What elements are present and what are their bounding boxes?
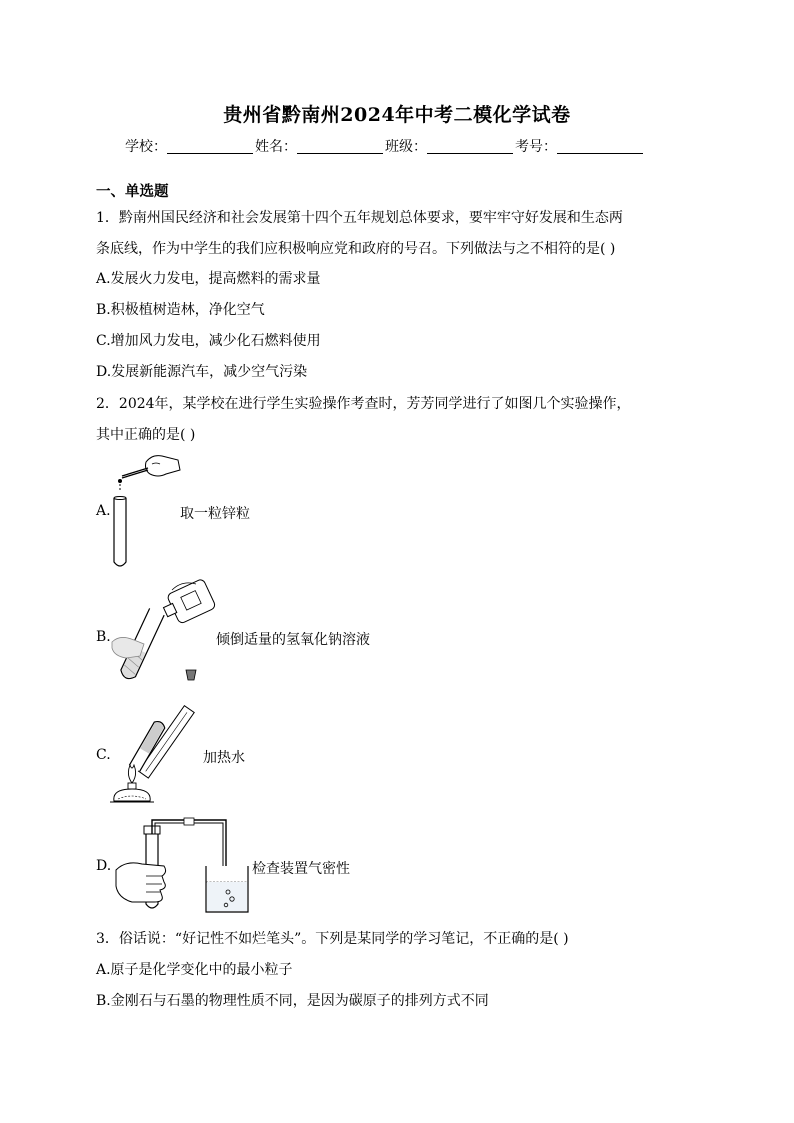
pouring-liquid-icon [110, 578, 220, 693]
class-blank [427, 139, 513, 154]
q2-option-c-letter: C. [96, 747, 111, 763]
number-blank [557, 139, 643, 154]
q2-option-a-text: 取一粒锌粒 [180, 506, 250, 522]
airtightness-check-icon [112, 816, 257, 916]
q1-option-b: B.积极植树造林，净化空气 [96, 302, 265, 318]
q1-stem-line2: 条底线，作为中学生的我们应积极响应党和政府的号召。下列做法与之不相符的是( ) [96, 241, 616, 257]
q2-option-b-text: 倾倒适量的氢氧化钠溶液 [216, 632, 370, 648]
q2-stem-line2: 其中正确的是( ) [96, 427, 196, 443]
q2-option-a-letter: A. [96, 503, 111, 519]
alcohol-lamp-heating-icon [108, 703, 208, 808]
q1-stem-line1: 1．黔南州国民经济和社会发展第十四个五年规划总体要求，要牢牢守好发展和生态两 [96, 210, 623, 226]
q3-option-b: B.金刚石与石墨的物理性质不同，是因为碳原子的排列方式不同 [96, 993, 489, 1009]
name-label: 姓名： [255, 139, 297, 155]
student-info-line [125, 136, 645, 156]
q1-option-c: C.增加风力发电，减少化石燃料使用 [96, 333, 321, 349]
q2-option-b-letter: B. [96, 629, 111, 645]
q1-option-d: D.发展新能源汽车，减少空气污染 [96, 364, 308, 380]
school-label: 学校： [125, 139, 167, 155]
q2-option-d-text: 检查装置气密性 [252, 861, 350, 877]
page-title: 贵州省黔南州2024年中考二模化学试卷 [223, 104, 571, 126]
q3-stem: 3．俗话说：“好记性不如烂笔头”。下列是某同学的学习笔记，不正确的是( ) [96, 931, 569, 947]
class-label: 班级： [385, 139, 427, 155]
section-heading: 一、单选题 [96, 183, 169, 200]
test-tube-granule-icon [108, 452, 183, 570]
q1-option-a: A.发展火力发电，提高燃料的需求量 [96, 271, 321, 287]
q2-stem-line1: 2．2024年，某学校在进行学生实验操作考查时，芳芳同学进行了如图几个实验操作， [96, 396, 631, 412]
q3-option-a: A.原子是化学变化中的最小粒子 [96, 962, 293, 978]
number-label: 考号： [515, 139, 557, 155]
q2-option-d-letter: D. [96, 858, 112, 874]
school-blank [167, 139, 253, 154]
q2-option-c-text: 加热水 [203, 750, 245, 766]
name-blank [297, 139, 383, 154]
